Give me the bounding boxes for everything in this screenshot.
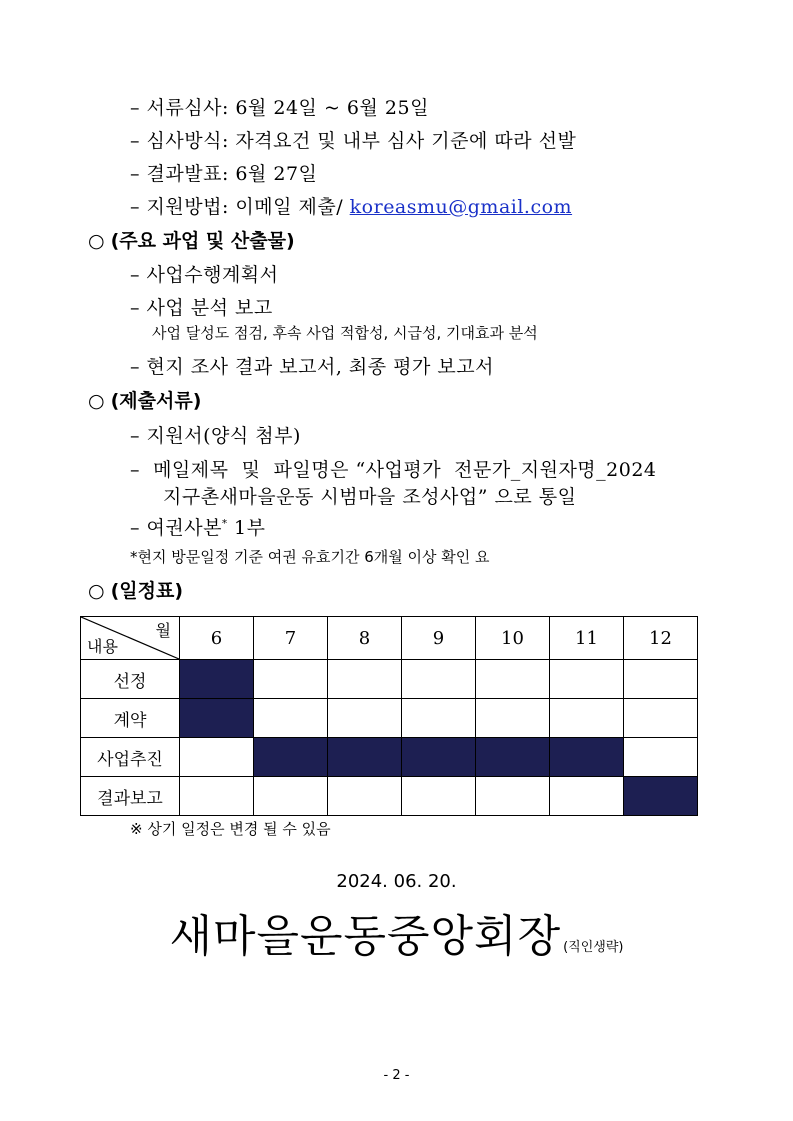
tasks-heading xyxy=(88,226,295,253)
schedule-cell-filled xyxy=(180,699,254,738)
schedule-cell-empty xyxy=(254,699,328,738)
task-reports: – 현지 조사 결과 보고서, 최종 평가 보고서 xyxy=(130,356,494,378)
month-header-cell: 9 xyxy=(402,617,476,660)
circle-bullet-icon: ○ xyxy=(88,580,105,602)
schedule-cell-filled xyxy=(402,738,476,777)
schedule-corner-cell xyxy=(81,617,180,660)
schedule-cell-empty xyxy=(254,660,328,699)
schedule-cell-empty xyxy=(402,699,476,738)
schedule-row-label: 선정 xyxy=(81,660,180,699)
documents-heading-text: (제출서류) xyxy=(110,390,202,412)
schedule-row xyxy=(81,660,698,699)
schedule-cell-empty xyxy=(328,777,402,816)
review-method: – 심사방식: 자격요건 및 내부 심사 기준에 따라 선발 xyxy=(130,130,577,152)
schedule-cell-empty xyxy=(402,777,476,816)
month-header-cell: 6 xyxy=(180,617,254,660)
schedule-cell-filled xyxy=(550,738,624,777)
schedule-cell-empty xyxy=(402,660,476,699)
apply-method-label: – 지원방법: 이메일 제출/ xyxy=(130,196,350,218)
schedule-heading xyxy=(88,576,183,603)
task-plan: – 사업수행계획서 xyxy=(130,264,279,286)
doc-email-subject: – 메일제목 및 파일명은 “사업평가 전문가_지원자명_2024 xyxy=(130,459,657,481)
tasks-heading-text: (주요 과업 및 산출물) xyxy=(110,230,295,252)
schedule-cell-empty xyxy=(254,777,328,816)
schedule-row-label: 계약 xyxy=(81,699,180,738)
schedule-cell-filled xyxy=(254,738,328,777)
schedule-cell-empty xyxy=(550,660,624,699)
schedule-cell-filled xyxy=(624,777,698,816)
schedule-cell-empty xyxy=(550,777,624,816)
schedule-row xyxy=(81,699,698,738)
doc-passport-label: – 여권사본 xyxy=(130,517,222,539)
month-header-cell: 8 xyxy=(328,617,402,660)
schedule-cell-empty xyxy=(476,777,550,816)
schedule-cell-filled xyxy=(328,738,402,777)
schedule-cell-empty xyxy=(624,660,698,699)
corner-content-label: 내용 xyxy=(87,637,118,656)
schedule-cell-filled xyxy=(476,738,550,777)
circle-bullet-icon: ○ xyxy=(88,390,105,412)
schedule-row xyxy=(81,738,698,777)
seal-omitted-note: (직인생략) xyxy=(563,940,624,955)
schedule-cell-empty xyxy=(476,660,550,699)
document-date: 2024. 06. 20. xyxy=(336,871,457,892)
month-header-cell: 10 xyxy=(476,617,550,660)
task-analysis-detail: 사업 달성도 점검, 후속 사업 적합성, 시급성, 기대효과 분석 xyxy=(152,324,538,342)
schedule-cell-filled xyxy=(180,660,254,699)
schedule-table xyxy=(80,616,698,816)
schedule-cell-empty xyxy=(624,699,698,738)
passport-note: *현지 방문일정 기준 여권 유효기간 6개월 이상 확인 요 xyxy=(130,548,490,566)
organization-name: 새마을운동중앙회장 xyxy=(169,911,562,962)
schedule-heading-text: (일정표) xyxy=(110,580,184,602)
documents-heading xyxy=(88,386,201,413)
review-period: – 서류심사: 6월 24일 ~ 6월 25일 xyxy=(130,97,429,119)
doc-email-subject-cont: 지구촌새마을운동 시범마을 조성사업” 으로 통일 xyxy=(163,486,577,508)
schedule-header-row xyxy=(81,617,698,660)
month-header-cell: 11 xyxy=(550,617,624,660)
month-header-cell: 7 xyxy=(254,617,328,660)
circle-bullet-icon: ○ xyxy=(88,230,105,252)
schedule-note: ※ 상기 일정은 변경 될 수 있음 xyxy=(130,820,331,838)
schedule-cell-empty xyxy=(180,777,254,816)
schedule-cell-empty xyxy=(328,660,402,699)
page-number: - 2 - xyxy=(383,1068,410,1083)
schedule-cell-empty xyxy=(476,699,550,738)
apply-email-link[interactable]: koreasmu@gmail.com xyxy=(349,196,573,218)
asterisk-mark: * xyxy=(221,518,228,530)
schedule-row-label: 결과보고 xyxy=(81,777,180,816)
doc-passport xyxy=(130,513,265,540)
organization-signature xyxy=(0,900,793,964)
schedule-cell-empty xyxy=(180,738,254,777)
task-analysis: – 사업 분석 보고 xyxy=(130,297,273,319)
schedule-cell-empty xyxy=(328,699,402,738)
schedule-cell-empty xyxy=(550,699,624,738)
month-header-cell: 12 xyxy=(624,617,698,660)
apply-method xyxy=(130,192,572,219)
doc-passport-count: 1부 xyxy=(227,517,266,539)
result-date: – 결과발표: 6월 27일 xyxy=(130,163,318,185)
doc-application: – 지원서(양식 첨부) xyxy=(130,425,301,447)
corner-month-label: 월 xyxy=(155,621,171,640)
schedule-cell-empty xyxy=(624,738,698,777)
schedule-row xyxy=(81,777,698,816)
schedule-row-label: 사업추진 xyxy=(81,738,180,777)
